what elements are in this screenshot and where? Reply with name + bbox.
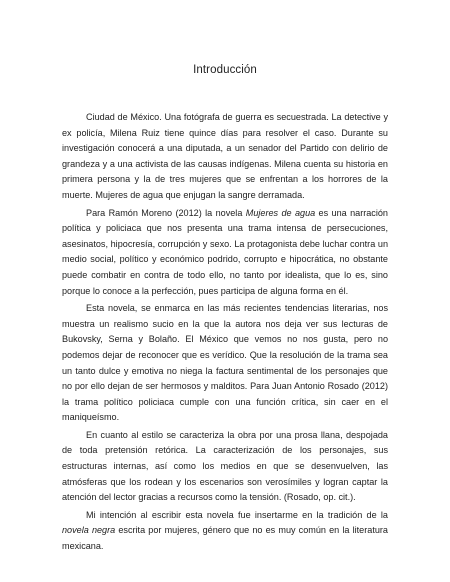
document-body: [62, 110, 388, 557]
paragraph-text: En cuanto al estilo se caracteriza la obra por una prosa llana, despojada de toda pretensión retórica. La caracterización de los personajes, sus estructuras internas, así como los medios en que se desenvuelven, las atmósferas que los rodean y los escenarios son verosímiles y logran captar la atención del lector gracias a recursos como la tensión. (Rosado, op. cit.).: [62, 429, 388, 503]
paragraph-2: [62, 206, 388, 300]
paragraph-text: Ciudad de México. Una fotógrafa de guerra es secuestrada. La detective y ex policía, Milena Ruiz tiene quince días para resolver el caso. Durante su investigación conocerá a una diputada, a un senador del Partido con delirio de grandeza y a una activista de las causas indígenas. Milena cuenta su historia en primera persona y la de tres mujeres que se enfrentan a los horrores de la muerte. Mujeres de agua que enjugan la sangre derramada.: [62, 112, 388, 200]
book-title-italic: Mujeres de agua: [245, 207, 316, 218]
paragraph-3: [62, 301, 388, 426]
paragraph-5: [62, 508, 388, 555]
paragraph-text: Esta novela, se enmarca en las más recientes tendencias literarias, nos muestra un realismo sucio en la que la autora nos deja ver sus lecturas de Bukovsky, Serna y Bolaño. El México que vemos no nos gusta, pero no podemos dejar de reconocer que es verídico. Que la resolución de la trama sea un tanto dulce y emotiva no niega la factura sentimental de los personajes que no por ello dejan de ser hermosos y malditos. Para Juan Antonio Rosado (2012) la trama político policiaca cumple con una función crítica, sin caer en el maniqueísmo.: [62, 303, 388, 423]
paragraph-text: Para Ramón Moreno (2012) la novela: [86, 207, 246, 218]
paragraph-1: [62, 110, 388, 204]
genre-italic: novela negra: [62, 525, 116, 536]
page-title: Introducción: [193, 64, 257, 76]
paragraph-text: escrita por mujeres, género que no es muy común en la literatura mexicana.: [62, 525, 388, 552]
paragraph-4: [62, 428, 388, 506]
paragraph-text: es una narración política y policiaca que nos presenta una trama intensa de persecuciones, asesinatos, hipocresía, corrupción y sexo. La protagonista debe luchar contra un medio social, político y económico podrido, corrupto e hipocrática, no obstante puede combatir en contra de todo ello, no tanto por idealista, que lo es, sino porque lo conoce a la perfección, pues participa de alguna forma en él.: [62, 207, 388, 296]
paragraph-text: Mi intención al escribir esta novela fue insertarme en la tradición de la: [86, 509, 388, 520]
